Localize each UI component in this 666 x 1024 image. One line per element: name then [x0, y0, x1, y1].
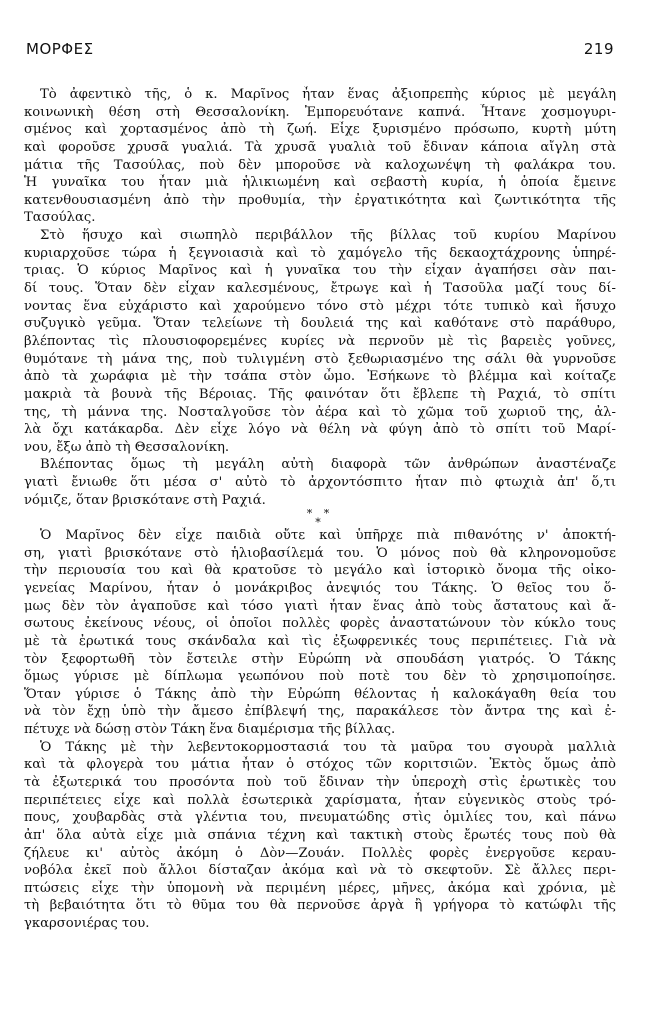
text-line: ζήλευε κι' αὐτὸς ἀκόμη ὁ Δὸν—Ζουάν. Πολλὲς φορὲς ἐνεργοῦσε κεραυ- [24, 845, 616, 861]
text-line: μὲ τὰ ἐρωτικά τους σκάνδαλα καὶ τὶς ἐξωφρενικές τους περιπέτειες. Γιὰ νὰ [24, 633, 616, 649]
text-line: Ὅταν γύρισε ὁ Τάκης ἀπὸ τὴν Εὐρώπη θέλοντας ἡ καλοκάγαθη θεία του [24, 686, 616, 702]
text-line: τὴ βεβαιότητα ὅτι τὸ θῦμα του θὰ περνοῦσε ἀργὰ ἢ γρήγορα τὸ κατώφλι τῆς [24, 898, 616, 914]
text-line: ἀπὸ τὰ χωράφια μὲ τὴν τσάπα στὸν ὦμο. Ἐσήκωνε τὸ βλέμμα καὶ κοίταζε [24, 369, 616, 385]
text-line: ἀπ' ὅλα αὐτὰ εἶχε μιὰ σπάνια τέχνη καὶ τακτικὴ στοὺς ἔρωτές τους ποὺ θὰ [24, 827, 616, 843]
text-line: τὰ ἐξωτερικά του προσόντα ποὺ τοῦ ἔδιναν τὴν ὑπεροχὴ στὶς ἐρωτικὲς του [24, 774, 616, 790]
text-line: γκαρσονιέρας του. [24, 916, 150, 932]
text-line: πέτυχε νὰ δώσῃ στὸν Τάκη ἕνα διαμέρισμα τῆς βίλλας. [24, 722, 396, 738]
text-line: νοντας ἕνα εὐχάριστο καὶ χαρούμενο τόνο στὸ μέχρι τότε τυπικὸ καὶ ἥσυχο [24, 298, 616, 314]
text-line: περιπέτειες εἶχε καὶ πολλὰ ἐσωτερικὰ χαρίσματα, ἦταν εὐγενικὸς στοὺς τρό- [24, 792, 616, 808]
text-line: λὰ ὄχι κατάκαρδα. Δὲν εἶχε λόγο νὰ θέλη νὰ φύγη ἀπὸ τὸ σπίτι τοῦ Μαρί- [24, 422, 616, 438]
text-line: ὅμως γύρισε μὲ δίπλωμα γεωπόνου ποὺ ποτὲ του δὲν τὸ χρησιμοποίησε. [24, 669, 616, 685]
text-line: νὰ τὸν ἔχῃ ὑπὸ τὴν ἄμεσο ἐπίβλεψή της, παρακάλεσε τὸν ἄντρα της καὶ ἐ- [24, 704, 616, 720]
text-line: συζυγικὸ γεῦμα. Ὅταν τελείωνε τὴ δουλειά της καὶ καθότανε στὸ παράθυρο, [24, 316, 616, 332]
text-line: γιατὶ ἔνιωθε ὅτι μέσα σ' αὐτὸ τὸ ἀρχοντόσπιτο ἦταν πιὸ φτωχιὰ ἀπ' ὅ,τι [24, 475, 616, 491]
text-line: νόμιζε, ὅταν βρισκότανε στὴ Ραχιά. [24, 492, 266, 508]
text-line: γενείας Μαρίνου, ἦταν ὁ μονάκριβος ἀνεψιός του Τάκης. Ὁ θεῖος του ὅ- [24, 580, 616, 596]
text-line: δί τους. Ὅταν δὲν εἶχαν καλεσμένους, ἔτρωγε καὶ ἡ Τασοῦλα μαζί τους δί- [24, 281, 616, 297]
text-line: μάτια τῆς Τασούλας, ποὺ δὲν μποροῦσε νὰ καλοχωνέψη τὴ φαλάκρα του. [24, 157, 616, 173]
text-line: νου, ἔξω ἀπὸ τὴ Θεσσαλονίκη. [24, 439, 230, 455]
text-line: τὴν περιουσία του καὶ θὰ κρατοῦσε τὸ μεγάλο καὶ ἱστορικὸ ὄνομα τῆς οἰκο- [24, 563, 616, 579]
running-header [26, 40, 614, 62]
running-title: ΜΟΡΦΕΣ [26, 40, 94, 58]
text-line: κοινωνικὴ θέση στὴ Θεσσαλονίκη. Ἐμπορευότανε καπνά. Ἦτανε χοσμογυρι- [24, 104, 616, 120]
page-number: 219 [583, 40, 614, 58]
text-line: τριας. Ὁ κύριος Μαρῖνος καὶ ἡ γυναῖκα του τὴν εἶχαν ἀγαπήσει σὰν παι- [24, 263, 616, 279]
text-line: τὸν ξεφορτωθῆ τὸν ἔστειλε στὴν Εὐρώπη νὰ σπουδάση γιατρός. Ὁ Τάκης [24, 651, 616, 667]
text-line: σμένος καὶ χορτασμένος ἀπὸ τὴ ζωή. Εἶχε ξυρισμένο πρόσωπο, κυρτὴ μύτη [24, 122, 616, 138]
text-line: ση, γιατὶ βρισκότανε στὸ ἡλιοβασίλεμά του. Ὁ μόνος ποὺ θὰ κληρονομοῦσε [24, 545, 616, 561]
text-line: της, τὴ μάννα της. Νοσταλγοῦσε τὸν ἀέρα καὶ τὸ χῶμα τοῦ χωριοῦ της, ἀλ- [24, 404, 616, 420]
text-line: καὶ φοροῦσε χρυσᾶ γυαλιά. Τὰ χρυσᾶ γυαλιὰ τοῦ ἔδιναν κάποια αἴγλη στὰ [24, 139, 616, 155]
text-line: πτώσεις εἶχε τὴν ὑπομονὴ νὰ περιμένη μέρες, μῆνες, ἀκόμα καὶ χρόνια, μὲ [24, 880, 616, 896]
text-line: Βλέποντας ὅμως τὴ μεγάλη αὐτὴ διαφορὰ τῶν ἀνθρώπων ἀναστέναζε [40, 457, 616, 473]
text-line: νοβόλα ἐκεῖ ποὺ ἄλλοι δίσταζαν ἀκόμα καὶ νὰ τὸ σκεφτοῦν. Σὲ ἄλλες περι- [24, 863, 616, 879]
body-text [24, 86, 616, 933]
text-line: σωτους ἐκείνους νέους, οἱ ὁποῖοι πολλὲς φορὲς ἀναστατώνουν τὸν κύκλο τους [24, 616, 616, 632]
text-line: πους, χουβαρδὰς στὰ γλέντια του, πνευματώδης στὶς ὁμιλίες του, καὶ πάνω [24, 810, 616, 826]
text-line: θυμότανε τὴ μάνα της, ποὺ τυλιγμένη στὸ ξεθωριασμένο της σάλι θὰ γυρνοῦσε [24, 351, 616, 367]
text-line: μακριὰ τὰ βουνὰ τῆς Βέροιας. Τῆς φαινόταν ὅτι ἔβλεπε τὴ Ραχιά, τὸ σπίτι [24, 386, 616, 402]
text-line: μως δὲν τὸν ἀγαποῦσε καὶ τόσο γιατὶ ἦταν ἕνας ἀπὸ τοὺς ἄστατους καὶ ἄ- [24, 598, 616, 614]
section-separator: * * * [306, 509, 334, 528]
text-line: Ὁ Μαρῖνος δὲν εἶχε παιδιὰ οὔτε καὶ ὑπῆρχε πιὰ πιθανότης ν' ἀποκτή- [40, 528, 616, 544]
text-line: Τὸ ἀφεντικὸ τῆς, ὁ κ. Μαρῖνος ἦταν ἕνας ἀξιοπρεπὴς κύριος μὲ μεγάλη [40, 87, 616, 102]
text-line: βλέποντας τὶς πλουσιοφορεμένες κυρίες νὰ περνοῦν μὲ τὶς βαρειὲς γοῦνες, [24, 333, 616, 349]
text-line: Τασούλας. [24, 210, 96, 226]
text-line: Ἡ γυναῖκα του ἦταν μιὰ ἡλικιωμένη καὶ σεβαστὴ κυρία, ἡ ὁποία ἔμεινε [24, 175, 616, 191]
text-line: καὶ τὰ φλογερὰ του μάτια ἦταν ὁ στόχος τῶν κοριτσιῶν. Ἐκτὸς ὅμως ἀπὸ [24, 757, 616, 773]
text-line: κυριαρχοῦσε τώρα ἡ ξεγνοιασιὰ καὶ τὸ χαμόγελο τῆς δεκαοχτάχρονης ὑπηρέ- [24, 245, 616, 261]
text-line: κατενθουσιασμένη ἀπὸ τὴν προθυμία, τὴν ἐργατικότητα καὶ ζωντικότητα τῆς [24, 192, 616, 208]
text-line: Στὸ ἥσυχο καὶ σιωπηλὸ περιβάλλον τῆς βίλλας τοῦ κυρίου Μαρίνου [40, 228, 616, 244]
text-line: Ὁ Τάκης μὲ τὴν λεβεντοκορμοστασιά του τὰ μαῦρα του σγουρὰ μαλλιὰ [40, 739, 616, 755]
